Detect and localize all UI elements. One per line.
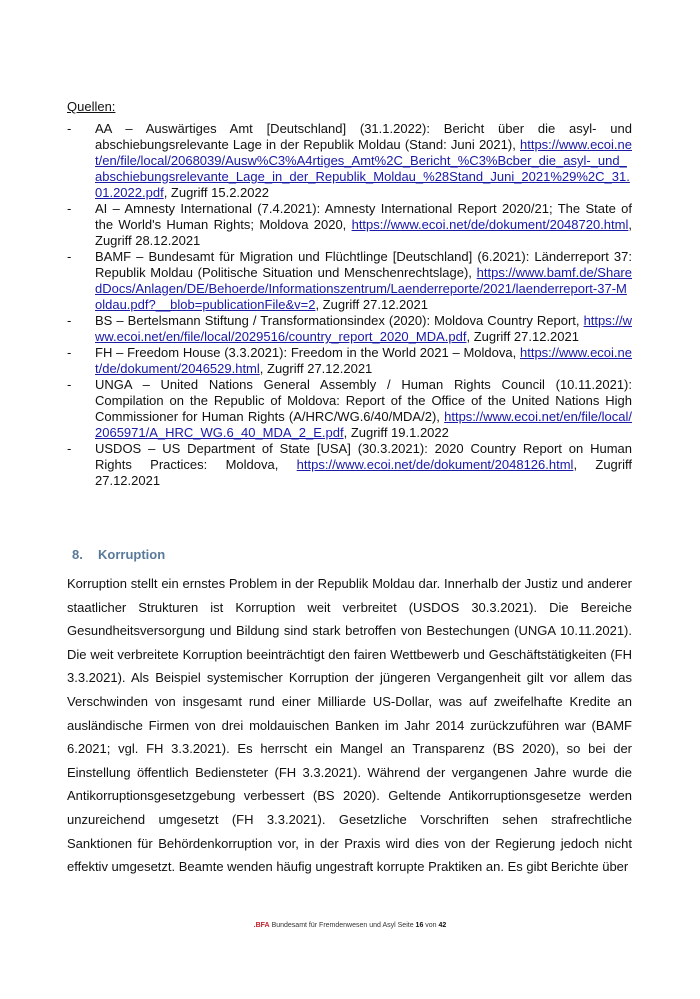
source-access-date: , Zugriff 15.2.2022 [163,185,269,200]
section-number: 8. [72,547,83,562]
list-dash: - [67,201,72,216]
list-dash: - [67,249,72,264]
source-link[interactable]: https://www.ecoi.net/de/dokument/2048126.html [296,457,574,472]
source-link[interactable]: https://www.ecoi.net/en/file/local/2065971/A_HRC_WG.6_40_MDA_2_E.pdf [95,409,632,440]
source-access-date: , Zugriff 27.12.2021 [259,361,373,376]
source-link[interactable]: https://www.ecoi.net/en/file/local/2068039/Ausw%C3%A4rtiges_Amt%2C_Bericht_%C3%Bcber_die_asyl-_und_abschiebungsrelevante_Lage_in_der_Republik_Moldau_%28Stand_Juni_2021%29%2C_31.01.2022.pdf [95,137,632,200]
source-text: BAMF – Bundesamt für Migration und Flüchtlinge [Deutschland] (6.2021): Länderreport 37: Republik Moldau (Politische Situation und Menschenrechtslage), [95,249,632,280]
footer-of: von [423,922,439,929]
source-access-date: , Zugriff 27.12.2021 [315,297,428,312]
footer-page-number: 16 [415,922,424,929]
footer-org: Bundesamt für Fremdenwesen und Asyl Seite [269,922,416,929]
source-text: USDOS – US Department of State [USA] (30.3.2021): 2020 Country Report on Human Rights Practices: Moldova, [95,441,632,472]
list-dash: - [67,345,72,360]
list-dash: - [67,121,72,136]
list-dash: - [67,377,72,392]
source-text: AA – Auswärtiges Amt [Deutschland] (31.1.2022): Bericht über die asyl- und abschiebungsrelevante Lage in der Republik Moldau (Stand: Juni 2021), [95,121,632,152]
source-link[interactable]: https://www.ecoi.net/de/dokument/2048720.html [351,217,629,232]
source-item [67,377,632,441]
source-link[interactable]: https://www.ecoi.net/en/file/local/2029516/country_report_2020_MDA.pdf [95,313,632,344]
bfa-logo-text: .BFA [253,922,270,929]
source-access-date: , Zugriff 19.1.2022 [343,425,449,440]
source-text: BS – Bertelsmann Stiftung / Transformationsindex (2020): Moldova Country Report, [95,313,584,328]
section-body-paragraph: Korruption stellt ein ernstes Problem in der Republik Moldau dar. Innerhalb der Justiz und anderer staatlicher Strukturen ist Korruption weit verbreitet (USDOS 30.3.2021). Die Bereiche Gesundheitsversorgung und Bildung sind stark betroffen von Bestechungen (UNGA 10.11.2021). Die weit verbreitete Korruption beeinträchtigt den fairen Wettbewerb und Geschäftstätigkeiten (FH 3.3.2021). Als Beispiel systemischer Korruption der jüngeren Vergangenheit gilt vor allem das Verschwinden von insgesamt rund einer Milliarde US-Dollar, was auf zweifelhafte Kredite an ausländische Firmen von drei moldauischen Banken im Jahr 2014 zurückzuführen war (BAMF 6.2021; vgl. FH 3.3.2021). Es herrscht ein Mangel an Transparenz (BS 2020), so bei der Einstellung öffentlich Bediensteter (FH 3.3.2021). Während der vergangenen Jahre wurde die Antikorruptionsgesetzgebung verbessert (BS 2020). Geltende Antikorruptionsgesetze werden unzureichend umgesetzt (FH 3.3.2021). Gesetzliche Vorschriften sehen strafrechtliche Sanktionen für Behördenkorruption vor, in der Praxis wird dies von der Regierung jedoch nicht effektiv umgesetzt. Beamte wenden häufig ungestraft korrupte Praktiken an. Es gibt Berichte über [67,576,632,875]
source-access-date: , Zugriff 27.12.2021 [466,329,579,344]
source-item [67,249,632,313]
source-text: AI – Amnesty International (7.4.2021): Amnesty International Report 2020/21; The State of the World's Human Rights; Moldova 2020, [95,201,632,232]
section-heading [72,547,165,562]
footer-page-total: 42 [438,922,447,929]
source-item [67,345,632,377]
source-link[interactable]: https://www.ecoi.net/de/dokument/2046529.html [95,345,632,376]
list-dash: - [67,313,72,328]
page-footer [0,922,700,929]
source-text: UNGA – United Nations General Assembly / Human Rights Council (10.11.2021): Compilation on the Republic of Moldova: Report of the Office of the United Nations High Commissioner for Human Rights (A/HRC/WG.6/40/MDA/2), [95,377,632,424]
source-item [67,441,632,489]
source-link[interactable]: https://www.bamf.de/SharedDocs/Anlagen/DE/Behoerde/Informationszentrum/Laenderreporte/2021/laenderreport-37-Moldau.pdf?__blob=publicationFile&v=2 [95,265,632,312]
source-item [67,201,632,249]
sources-list [67,121,632,489]
sources-heading: Quellen: [67,99,116,114]
source-text: FH – Freedom House (3.3.2021): Freedom in the World 2021 – Moldova, [95,345,520,360]
source-access-date: , Zugriff 28.12.2021 [95,217,632,248]
source-access-date: , Zugriff 27.12.2021 [95,457,632,488]
source-item [67,121,632,201]
list-dash: - [67,441,72,456]
source-item [67,313,632,345]
section-title: Korruption [98,547,166,562]
